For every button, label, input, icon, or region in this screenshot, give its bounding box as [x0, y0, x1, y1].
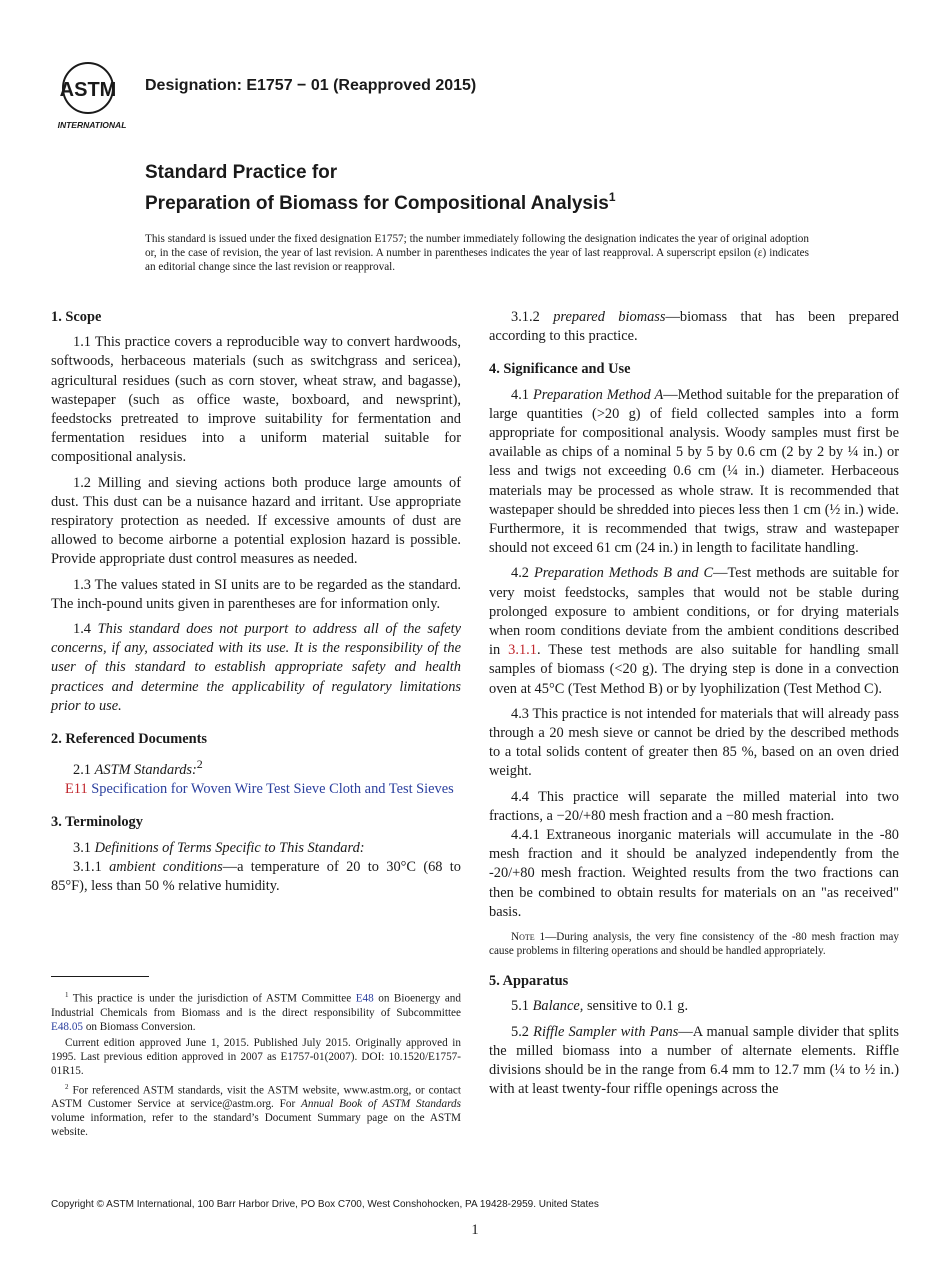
- para-4-4: 4.4 This practice will separate the milled material into two fractions, a −20/+80 mesh fraction and a −80 mesh fraction.: [489, 788, 899, 824]
- para-5-2: [489, 1023, 899, 1100]
- preamble: This standard is issued under the fixed designation E1757; the number immediately following the designation indicates the year of original adoption or, in the case of revision, the year of last revision. A number in parentheses indicates the year of last reapproval. A superscript epsilon (ε) indicates an editorial change since the last revision or reapproval.: [145, 233, 809, 273]
- para-3-1-1-term: ambient conditions: [109, 858, 223, 875]
- para-1-1: 1.1 This practice covers a reproducible way to convert hardwoods, softwoods, herbaceous materials (such as switchgrass and sericea), agricultural residues (such as corn stover, wheat straw, and bagasse), wastepaper (such as office waste, boxboard, and newsprint), feedstocks pretreated to improve suitability for fermentation and fermentation residues into a uniform material suitable for compositional analysis.: [51, 334, 461, 466]
- para-2-1-num: 2.1: [73, 762, 95, 779]
- astm-logo: [50, 56, 134, 132]
- para-1-4: [51, 620, 461, 716]
- para-3-1-2-num: 3.1.2: [511, 309, 554, 325]
- para-3-1-num: 3.1: [73, 839, 95, 856]
- para-1-4-num: 1.4: [73, 621, 98, 638]
- para-4-4-1: 4.4.1 Extraneous inorganic materials will accumulate in the -80 mesh fraction and it should be analyzed independently from the -20/+80 mesh fraction. Weighted results from the two fractions can then be combined to obtain results for materials on an "as received" basis.: [489, 827, 899, 920]
- para-2-1-sup: 2: [196, 757, 203, 772]
- para-5-1: [489, 997, 899, 1016]
- para-3-1-1: [51, 858, 461, 896]
- para-2-1: [51, 755, 461, 780]
- footnote-2-text-b: volume information, refer to the standard’s Document Summary page on the ASTM website.: [51, 1112, 461, 1139]
- footnote-edition: Current edition approved June 1, 2015. Published July 2015. Originally approved in 1995. Last previous edition approved in 2007 as E1757-01(2007). DOI: 10.1520/E1757-01R15.: [51, 1036, 461, 1077]
- para-4-2-link-3-1-1[interactable]: 3.1.1: [508, 642, 537, 659]
- footnotes: [51, 988, 461, 1141]
- para-5-1-num: 5.1: [511, 998, 533, 1015]
- section-heading-significance: 4. Significance and Use: [489, 361, 631, 378]
- para-4-1: [489, 386, 899, 559]
- footnote-1-text-c: on Biomass Conversion.: [83, 1020, 196, 1033]
- title-footnote-mark: 1: [608, 190, 616, 204]
- page-number: 1: [471, 1222, 479, 1238]
- section-heading-terminology: 3. Terminology: [51, 814, 143, 831]
- ref-title-link[interactable]: Specification for Woven Wire Test Sieve Cloth and Test Sieves: [91, 781, 454, 798]
- para-4-1-term: Preparation Method A: [532, 386, 664, 403]
- para-4-1-text: —Method suitable for the preparation of large quantities (>20 g) of field collected samples into a form appropriate for compositional analysis. Woody samples must first be available as chips of a nominal 5 by 5 by 0.6 cm (2 by 2 by ¼ in.) or less and twigs not exceeding 0.6 cm (¼ in.) diameter. Herbaceous materials may be processed as whole straw. It is recommended that wastepaper should be shredded into pieces less then 1 cm (½ in.) wide. Furthermore, it is recommended that twigs, straw and wastepaper should not exceed 61 cm (24 in.) in length to facilitate handling.: [489, 386, 899, 557]
- document-title: [145, 161, 616, 216]
- para-3-1-text: Definitions of Terms Specific to This Standard:: [94, 839, 365, 856]
- reference-e11: [51, 780, 461, 799]
- note-1-label: Note 1: [511, 931, 546, 944]
- para-5-2-text: —A manual sample divider that splits the milled biomass into a number of alternate elements. Riffle divisions should be in the range from 6.4 mm to 12.7 mm (¼ to ½ in.) with at least twenty-four riffle openings across the: [489, 1023, 900, 1098]
- footnote-2-text-a: For referenced ASTM standards, visit the ASTM website, www.astm.org, or contact ASTM Customer Service at service@astm.org. For: [51, 1084, 461, 1111]
- logo-mark-text: ASTM: [59, 79, 117, 101]
- para-2-1-text: ASTM Standards:: [94, 762, 197, 779]
- footnote-1-text-b: on Bioenergy and Industrial Chemicals from Biomass and is the direct responsibility of Subcommittee: [51, 992, 461, 1019]
- para-1-3: 1.3 The values stated in SI units are to be regarded as the standard. The inch-pound units given in parentheses are for information only.: [51, 576, 461, 612]
- para-4-3: 4.3 This practice is not intended for materials that will already pass through a 20 mesh sieve or cannot be dried by the described methods to a total solids content of greater then 85 %, based on an oven dried weight.: [489, 705, 899, 780]
- para-3-1-2-term: prepared biomass: [553, 309, 666, 325]
- designation: Designation: E1757 − 01 (Reapproved 2015): [145, 77, 477, 94]
- para-4-2-num: 4.2: [511, 565, 534, 582]
- copyright-line: Copyright © ASTM International, 100 Barr Harbor Drive, PO Box C700, West Conshohocken, PA 19428-2959. United States: [51, 1199, 599, 1210]
- section-heading-apparatus: 5. Apparatus: [489, 973, 569, 990]
- footnote-2-italic: Annual Book of ASTM Standards: [301, 1098, 461, 1111]
- footnote-2: [51, 1080, 461, 1140]
- footnote-divider: [51, 976, 149, 977]
- para-4-2-text-a: —Test methods are suitable for very moist feedstocks, samples that would not be stable during prolonged exposure to ambient conditions, or for drying materials when room conditions deviate from the ambient conditions described in: [489, 565, 899, 659]
- section-heading-referenced: 2. Referenced Documents: [51, 731, 207, 748]
- section-heading-scope: 1. Scope: [51, 309, 102, 325]
- para-3-1: [51, 839, 461, 858]
- title-line-2: [145, 185, 616, 216]
- note-1: [489, 930, 899, 958]
- para-4-2-term: Preparation Methods B and C: [533, 565, 714, 582]
- para-3-1-2-def: —biomass that has been prepared according to this practice.: [489, 309, 899, 345]
- note-1-text: —During analysis, the very fine consistency of the -80 mesh fraction may cause problems in filtering operations and should be handled appropriately.: [489, 931, 899, 958]
- title-line-2-text: Preparation of Biomass for Compositional Analysis: [145, 193, 609, 214]
- para-1-2: 1.2 Milling and sieving actions both produce large amounts of dust. This dust can be a nuisance hazard and irritant. Use appropriate respiratory protection as needed. If excessive amounts of dust are allowed to become airborne a potential explosion hazard is possible. Provide appropriate dust control measures as needed.: [51, 474, 461, 568]
- para-5-2-num: 5.2: [511, 1023, 534, 1040]
- para-1-4-text: This standard does not purport to address all of the safety concerns, if any, associated with its use. It is the responsibility of the user of this standard to establish appropriate safety and health practices and determine the applicability of regulatory limitations prior to use.: [51, 621, 461, 714]
- right-column: [489, 308, 899, 1105]
- footnote-1-link-e48-05[interactable]: E48.05: [51, 1020, 84, 1033]
- footnote-1-mark: 1: [65, 991, 69, 999]
- para-3-1-1-num: 3.1.1: [73, 858, 110, 875]
- footnote-1-text-a: This practice is under the jurisdiction of ASTM Committee: [68, 992, 356, 1005]
- para-4-1-num: 4.1: [511, 386, 533, 403]
- para-5-1-term: Balance,: [532, 998, 584, 1015]
- ref-code-link[interactable]: E11: [65, 781, 88, 798]
- para-3-1-1-def: —a temperature of 20 to 30°C (68 to 85°F), less than 50 % relative humidity.: [51, 858, 461, 895]
- para-3-1-2: [489, 308, 899, 346]
- footnote-2-mark: 2: [65, 1082, 69, 1091]
- para-4-2: [489, 564, 899, 698]
- title-line-1: Standard Practice for: [145, 162, 338, 183]
- logo-international-text: INTERNATIONAL: [57, 120, 127, 130]
- left-column: [51, 308, 461, 902]
- footnote-1-link-e48[interactable]: E48: [355, 992, 374, 1005]
- para-5-2-term: Riffle Sampler with Pans: [533, 1023, 679, 1040]
- para-5-1-text: sensitive to 0.1 g.: [583, 998, 689, 1015]
- para-4-2-text-b: . These test methods are also suitable for handling small samples of biomass (<20 g). The drying step is done in a convection oven at 45°C (Test Method B) or by lyophilization (Test Method C).: [489, 642, 899, 697]
- footnote-1: [51, 988, 461, 1034]
